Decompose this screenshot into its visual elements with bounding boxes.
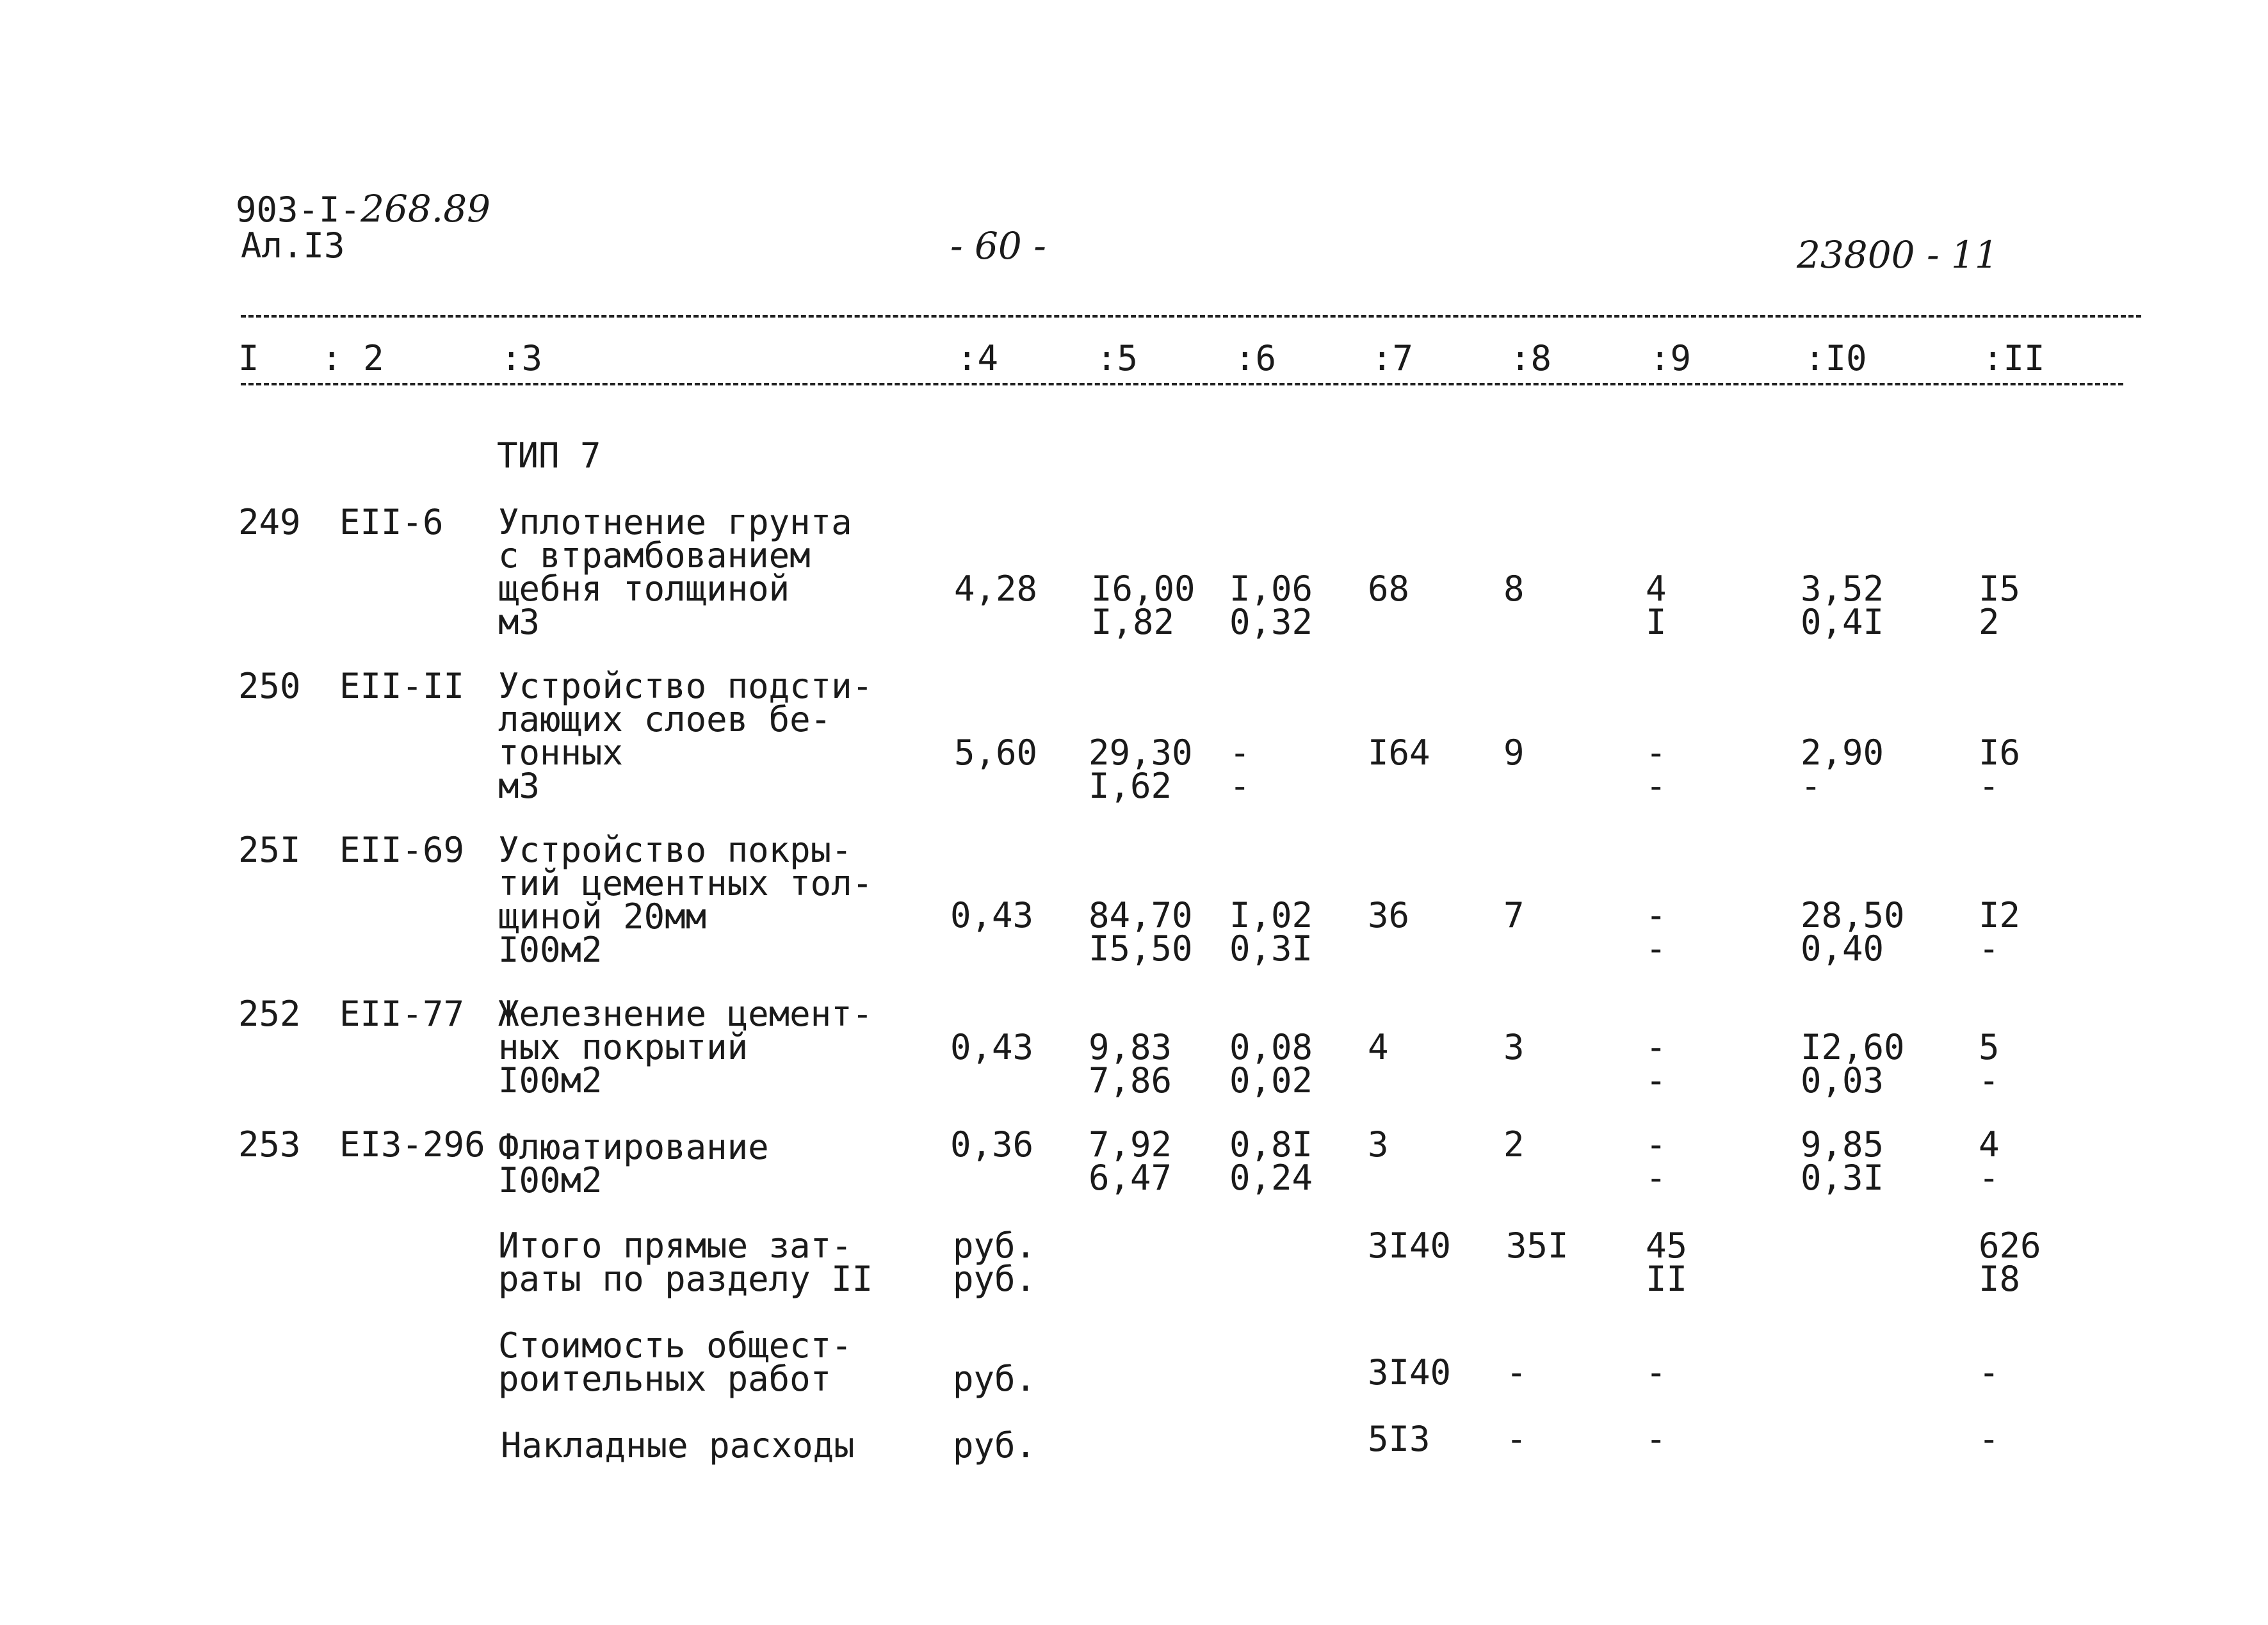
totals-description: Накладные расходы	[501, 1425, 855, 1466]
row-col-11: 5 -	[1979, 1027, 2000, 1101]
totals-col-8: 35I	[1506, 1225, 1569, 1266]
document-code-handwritten: 268.89	[360, 187, 491, 230]
page-number: - 60 -	[950, 224, 1046, 268]
row-col-5: 7,92 6,47	[1089, 1124, 1172, 1198]
header-rule-bottom	[241, 383, 2123, 385]
row-code: EII-69	[339, 830, 465, 870]
totals-unit: руб.	[953, 1359, 1037, 1399]
totals-col-8: -	[1506, 1419, 1527, 1459]
row-description: Уплотнение грунта с втрамбованием щебня толщиной м3	[498, 502, 852, 642]
totals-col-11: -	[1979, 1352, 2000, 1393]
totals-unit: руб. руб.	[953, 1225, 1037, 1299]
row-col-8: 9	[1503, 732, 1525, 773]
row-col-4: 0,43	[950, 1027, 1034, 1067]
row-col-6: - -	[1229, 732, 1251, 806]
row-col-10: I2,60 0,03	[1801, 1027, 1905, 1101]
row-col-4: 5,60	[954, 732, 1038, 773]
section-title: ТИП 7	[497, 435, 601, 476]
row-col-6: I,06 0,32	[1229, 569, 1313, 642]
totals-col-11: 626 I8	[1979, 1225, 2041, 1299]
row-col-5: 9,83 7,86	[1089, 1027, 1172, 1101]
row-col-8: 8	[1503, 569, 1525, 609]
row-col-7: 3	[1368, 1124, 1389, 1165]
row-code: EII-77	[339, 994, 465, 1034]
totals-col-7: 3I40	[1368, 1225, 1452, 1266]
row-col-5: 29,30 I,62	[1089, 732, 1193, 806]
row-col-10: 2,90 -	[1801, 732, 1884, 806]
row-col-11: 4 -	[1979, 1124, 2000, 1198]
row-col-5: 84,70 I5,50	[1089, 895, 1193, 969]
row-col-8: 2	[1503, 1124, 1525, 1165]
row-col-11: I5 2	[1979, 569, 2021, 642]
row-number: 252	[238, 994, 301, 1034]
row-number: 253	[238, 1124, 301, 1165]
totals-description: Итого прямые зат- раты по разделу II	[498, 1225, 873, 1299]
row-description: Устройство покры- тий цементных тол- щиной 20мм I00м2	[498, 830, 873, 970]
row-col-7: 68	[1368, 569, 1410, 609]
row-col-9: - -	[1646, 732, 1667, 806]
row-col-6: I,02 0,3I	[1229, 895, 1313, 969]
row-number: 249	[238, 502, 301, 542]
row-col-4: 0,36	[950, 1124, 1034, 1165]
col-header-9: :9	[1649, 338, 1692, 378]
totals-col-8: -	[1506, 1352, 1527, 1393]
row-number: 25I	[238, 830, 301, 870]
document-code-prefix: 903-I-	[236, 190, 361, 230]
row-code: EI3-296	[339, 1124, 485, 1165]
row-col-6: 0,8I 0,24	[1229, 1124, 1313, 1198]
row-number: 250	[238, 666, 301, 706]
col-header-10: :I0	[1804, 338, 1867, 378]
row-col-5: I6,00 I,82	[1091, 569, 1195, 642]
row-code: EII-II	[339, 666, 465, 706]
totals-col-9: -	[1646, 1419, 1667, 1459]
row-col-8: 7	[1503, 895, 1525, 935]
col-header-8: :8	[1510, 338, 1552, 378]
row-col-9: 4 I	[1646, 569, 1667, 642]
row-col-6: 0,08 0,02	[1229, 1027, 1313, 1101]
totals-description: Стоимость общест- роительных работ	[498, 1325, 852, 1399]
row-col-9: - -	[1646, 1124, 1667, 1198]
row-col-10: 9,85 0,3I	[1801, 1124, 1884, 1198]
row-code: EII-6	[339, 502, 444, 542]
row-description: Железнение цемент- ных покрытий I00м2	[498, 994, 873, 1101]
totals-col-11: -	[1979, 1419, 2000, 1459]
header-rule-top	[241, 315, 2141, 318]
row-col-9: - -	[1646, 895, 1667, 969]
row-col-7: 4	[1368, 1027, 1389, 1067]
doc-number: 23800 - 11	[1797, 233, 1998, 277]
totals-unit: руб.	[953, 1425, 1037, 1466]
totals-col-9: -	[1646, 1352, 1667, 1393]
sheet-label: Ал.I3	[241, 225, 345, 266]
row-col-11: I6 -	[1979, 732, 2021, 806]
row-col-10: 3,52 0,4I	[1801, 569, 1884, 642]
col-header-4: :4	[957, 338, 999, 378]
col-header-3: :3	[501, 338, 543, 378]
col-header-11: :II	[1982, 338, 2045, 378]
row-col-8: 3	[1503, 1027, 1525, 1067]
row-col-10: 28,50 0,40	[1801, 895, 1905, 969]
totals-col-7: 5I3	[1368, 1419, 1430, 1459]
col-header-6: :6	[1235, 338, 1277, 378]
totals-col-7: 3I40	[1368, 1352, 1452, 1393]
row-col-4: 4,28	[954, 569, 1038, 609]
col-header-1-2: I : 2	[238, 338, 384, 378]
row-col-7: I64	[1368, 732, 1430, 773]
row-col-11: I2 -	[1979, 895, 2021, 969]
col-header-5: :5	[1096, 338, 1138, 378]
row-col-9: - -	[1646, 1027, 1667, 1101]
row-description: Устройство подсти- лающих слоев бе- тонных м3	[498, 666, 873, 806]
totals-col-9: 45 II	[1646, 1225, 1688, 1299]
row-description: Флюатирование I00м2	[498, 1127, 769, 1201]
row-col-4: 0,43	[950, 895, 1034, 935]
document-code	[236, 187, 491, 230]
row-col-7: 36	[1368, 895, 1410, 935]
col-header-7: :7	[1372, 338, 1414, 378]
